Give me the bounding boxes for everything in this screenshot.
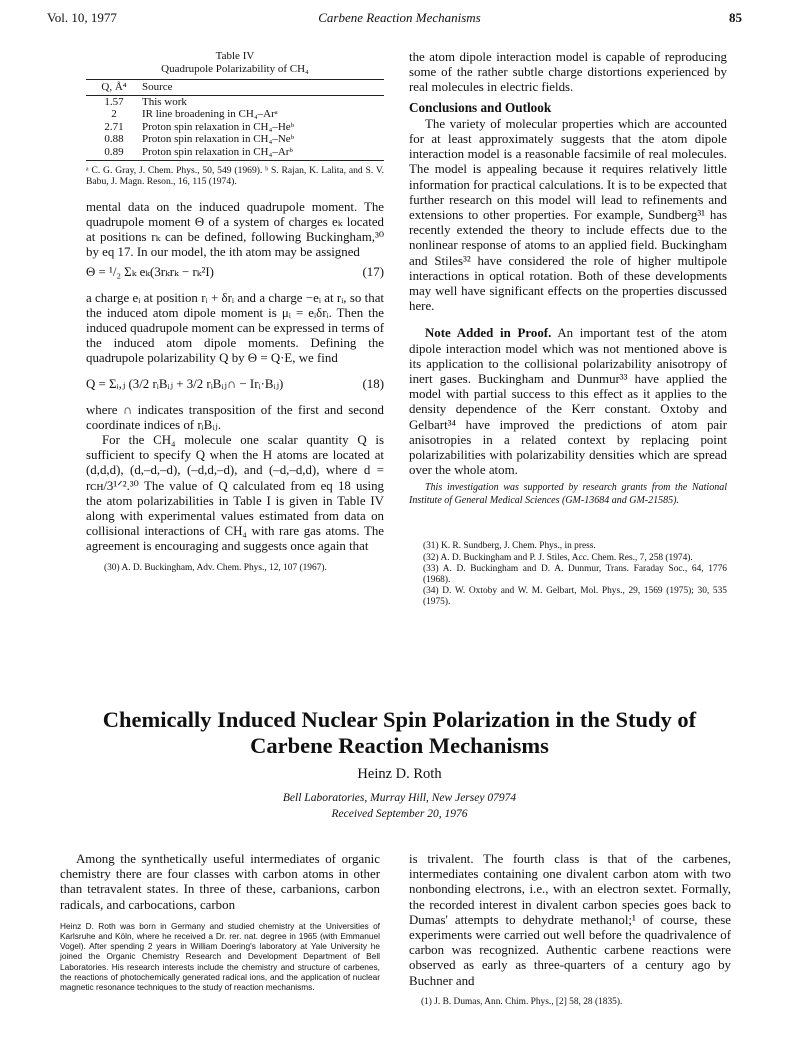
equation-17: [86, 261, 384, 291]
reference-30: (30) A. D. Buckingham, Adv. Chem. Phys., 12, 107 (1967).: [104, 562, 327, 573]
table-label: Table IV: [215, 50, 255, 62]
table-header-row: [86, 80, 384, 96]
left-paragraph-4: For the CH₄ molecule one scalar quantity Q is sufficient to specify Q when the H atoms are located at (d,d,d), (d,–d,–d), (–d,d,–d), and (–d,–d,d), where d = rᴄʜ/3¹ᐟ².³⁰ The value of Q calculated from eq 18 using the atom polarizabilities in Table I is given in Table IV along with experimental values estimated from data on collisional interactions of CH₄ with rare gas atoms. The agreement is encouraging and suggests once again that: [86, 433, 384, 554]
running-title: Carbene Reaction Mechanisms: [318, 10, 481, 25]
col-header-q: Q, Å⁴: [86, 80, 142, 96]
volume-label: Vol. 10, 1977: [47, 10, 117, 25]
col-header-source: Source: [142, 80, 384, 96]
page-number: 85: [729, 10, 742, 25]
author-biography: Heinz D. Roth was born in Germany and studied chemistry at the Universities of Karlsruhe and Köln, where he received a Dr. rer. nat. degree in 1965 (with Emmanuel Vogel). After spending 2 years in William Doering's laboratory at Yale University he joined the Organic Chemistry Research and Development Department of Bell Laboratories. His research interests include the chemistry and structure of carbenes, the reactions of photochemically generated radical ions, and the application of nuclear magnetic resonance techniques to the study of reaction mechanisms.: [60, 920, 380, 993]
left-paragraph-1: mental data on the induced quadrupole moment. The quadrupole moment Θ of a system of charges eₖ located at positions rₖ can be defined, following Buckingham,³⁰ by eq 17. In our model, the ith atom may be assigned: [86, 199, 384, 260]
reference-list: [409, 541, 727, 608]
table-title: Quadrupole Polarizability of CH₄: [161, 63, 309, 75]
table-row: 2.71 Proton spin relaxation in CH₄–Heᵇ: [104, 120, 295, 133]
author-name: Heinz D. Roth: [357, 766, 442, 782]
reference-item: (34) D. W. Oxtoby and W. M. Gelbart, Mol. Phys., 29, 1569 (1975); 30, 535 (1975).: [423, 586, 727, 608]
equation-18: [86, 367, 384, 403]
table-row: 2 IR line broadening in CH₄–Arᵃ: [111, 108, 278, 120]
note-added-in-proof: [409, 326, 727, 478]
right-column-top: [409, 50, 727, 609]
equation-18-body: Q = Σᵢ,ⱼ (3/2 rᵢBᵢⱼ + 3/2 rᵢBᵢⱼ∩ − Irᵢ·Bᵢⱼ): [86, 376, 284, 391]
reference-1: (1) J. B. Dumas, Ann. Chim. Phys., [2] 58, 28 (1835).: [421, 996, 623, 1007]
left-paragraph-2: a charge eᵢ at position rᵢ + δrᵢ and a charge −eᵢ at rᵢ, so that the induced atom dipole moment is μᵢ = eᵢδrᵢ. Then the induced quadrupole moment can be expressed in terms of the induced atom dipole moments. Defining the quadrupole polarizability Q by Θ = Q·E, we find: [86, 290, 384, 366]
article-title: [0, 707, 799, 759]
intro-paragraph: Among the synthetically useful intermediates of organic chemistry there are four classes with carbon atoms in other than tetravalent states. In three of these, carbanions, carbon radicals, and carbocations, carbon: [60, 852, 380, 912]
right-paragraph-2: The variety of molecular properties which are accounted for at least approximately suggests that the atom dipole interaction model is a reasonable facsimile of real molecules. The model is appealing because it requires relatively little information for practical calculations. It is to be expected that further research on this model will lead to refinements and extensions to other properties. For example, Sundberg³¹ has recently extended the theory to include effects due to the nonlinear response of atoms to an applied field. Buckingham and Stiles³² have considered the role of higher multipole interactions in optical rotation. Both of these developments may well have significant effects on the properties discussed here.: [409, 116, 727, 314]
reference-item: (33) A. D. Buckingham and D. A. Dunmur, Trans. Faraday Soc., 64, 1776 (1968).: [423, 563, 727, 585]
received-date: Received September 20, 1976: [331, 808, 468, 820]
equation-17-body: Θ = ¹/₂ Σₖ eₖ(3rₖrₖ − rₖ²I): [86, 264, 214, 279]
article-right-column: [409, 852, 731, 1008]
article-title-line-1: Chemically Induced Nuclear Spin Polarization in the Study of: [102, 707, 697, 732]
quadrupole-table: [86, 79, 384, 161]
acknowledgment: This investigation was supported by research grants from the National Institute of General Medical Sciences (GM-13684 and GM-21585).: [409, 482, 727, 506]
table-row: 0.89 Proton spin relaxation in CH₄–Arᵇ: [86, 146, 384, 161]
equation-18-number: (18): [362, 376, 384, 391]
article-title-line-2: Carbene Reaction Mechanisms: [250, 733, 549, 758]
equation-17-number: (17): [362, 264, 384, 279]
left-paragraph-3: where ∩ indicates transposition of the first and second coordinate indices of rᵢBᵢⱼ.: [86, 402, 384, 432]
table-row: 1.57 This work: [104, 95, 187, 108]
affiliation: Bell Laboratories, Murray Hill, New Jersey 07974: [282, 792, 517, 804]
intro-paragraph-continued: is trivalent. The fourth class is that of the carbenes, intermediates containing one divalent carbon atom with two nonbonding electrons, i.e., with an electron sextet. Formally, the recorded interest in divalent carbon species goes back to Dumas' attempts to dehydrate methanol;¹ of course, these experiments were carried out well before the quadrivalence of carbon was recognized. Authentic carbene reactions were observed as early as three-quarters of a century ago by Buchner and: [409, 852, 731, 988]
table-row: 0.88 Proton spin relaxation in CH₄–Neᵇ: [104, 133, 295, 145]
article-left-column: [60, 852, 380, 992]
reference-item: (31) K. R. Sundberg, J. Chem. Phys., in press.: [423, 541, 596, 552]
table-footnote: ᵃ C. G. Gray, J. Chem. Phys., 50, 549 (1969). ᵇ S. Rajan, K. Lalita, and S. V. Babu, J. Magn. Reson., 16, 115 (1974).: [86, 165, 384, 188]
left-column-top: [86, 50, 384, 574]
note-body: An important test of the atom dipole interaction model which was not mentioned above is its application to the collisional polarizability anisotropy of inert gases. Buckingham and Dunmur³³ have applied the model with partial success to this effect as it applies to the density dependence of the Kerr constant. Oxtoby and Gelbart³⁴ have improved the predictions of atom pair anisotropies in a related context by replacing point polarizabilities with polarizability densities which are spread over the whole atom.: [409, 326, 727, 478]
note-heading: Note Added in Proof.: [425, 326, 552, 341]
right-paragraph-1: the atom dipole interaction model is capable of reproducing some of the rather subtle charge distortions experienced by real molecules in electric fields.: [409, 50, 727, 95]
reference-item: (32) A. D. Buckingham and P. J. Stiles, Acc. Chem. Res., 7, 258 (1974).: [423, 552, 693, 563]
section-heading: Conclusions and Outlook: [409, 99, 552, 115]
